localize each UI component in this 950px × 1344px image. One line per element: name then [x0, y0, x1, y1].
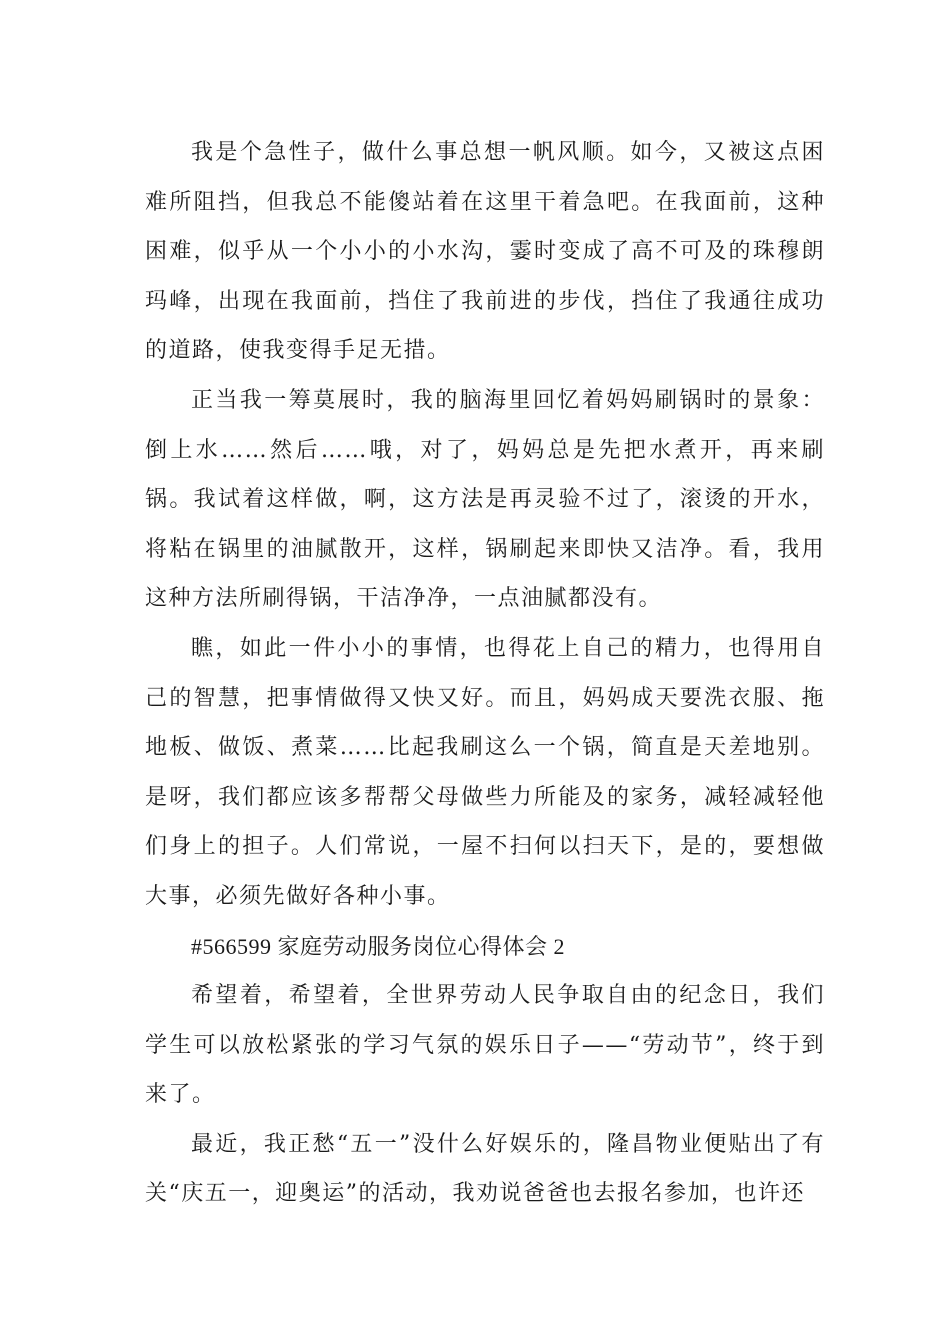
document-body — [145, 128, 825, 1219]
paragraph-3: 瞧，如此一件小小的事情，也得花上自己的精力，也得用自己的智慧，把事情做得又快又好。而且，妈妈成天要洗衣服、拖地板、做饭、煮菜……比起我刷这么一个锅，简直是天差地别。是呀，我们都应该多帮帮父母做些力所能及的家务，减轻减轻他们身上的担子。人们常说，一屋不扫何以扫天下，是的，要想做大事，必须先做好各种小事。 — [145, 635, 825, 909]
paragraph-5: 最近，我正愁“五一”没什么好娱乐的，隆昌物业便贴出了有关“庆五一，迎奥运”的活动，我劝说爸爸也去报名参加，也许还 — [145, 1131, 825, 1207]
paragraph-4: 希望着，希望着，全世界劳动人民争取自由的纪念日，我们学生可以放松紧张的学习气氛的娱乐日子——“劳动节”，终于到来了。 — [145, 983, 825, 1108]
paragraph-2: 正当我一筹莫展时，我的脑海里回忆着妈妈刷锅时的景象：倒上水……然后……哦，对了，妈妈总是先把水煮开，再来刷锅。我试着这样做，啊，这方法是再灵验不过了，滚烫的开水，将粘在锅里的油腻散开，这样，锅刷起来即快又洁净。看，我用这种方法所刷得锅，干洁净净，一点油腻都没有。 — [145, 387, 825, 612]
paragraph-1: 我是个急性子，做什么事总想一帆风顺。如今，又被这点困难所阻挡，但我总不能傻站着在这里干着急吧。在我面前，这种困难，似乎从一个小小的小水沟，霎时变成了高不可及的珠穆朗玛峰，出现在我面前，挡住了我前进的步伐，挡住了我通往成功的道路，使我变得手足无措。 — [145, 140, 825, 364]
section-heading: #566599 家庭劳动服务岗位心得体会 2 — [191, 933, 566, 959]
